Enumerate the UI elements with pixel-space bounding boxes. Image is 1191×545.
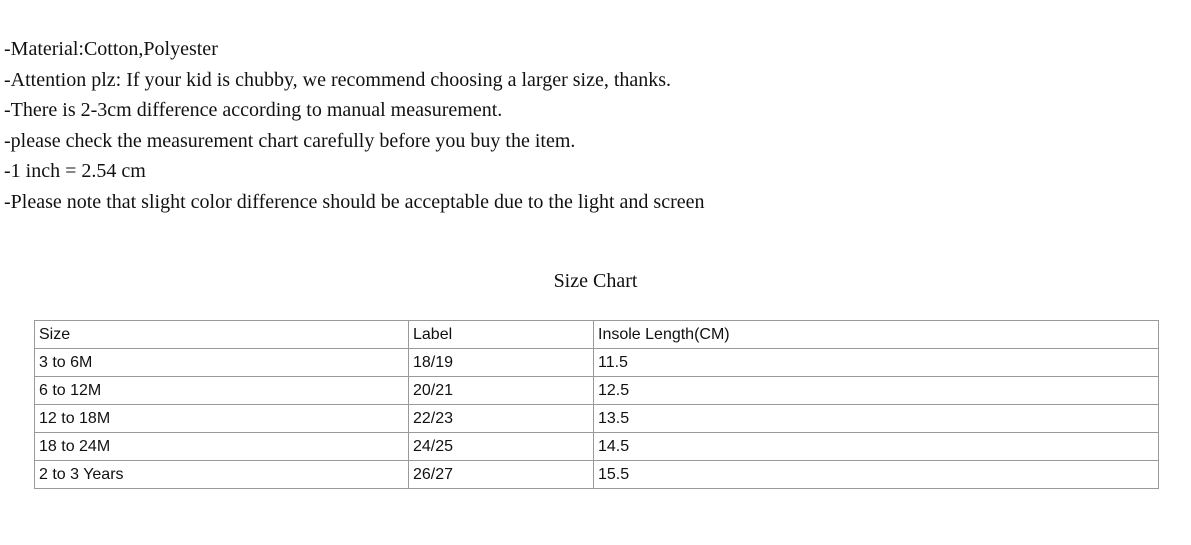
cell-size: 18 to 24M <box>35 433 409 461</box>
size-chart-title: Size Chart <box>553 270 638 292</box>
cell-label: 20/21 <box>409 377 594 405</box>
note-line: -1 inch = 2.54 cm <box>4 160 146 182</box>
table-row <box>35 405 1159 433</box>
cell-insole-length: 15.5 <box>594 461 1159 489</box>
table-header-row <box>35 321 1159 349</box>
size-chart-table <box>34 320 1159 489</box>
note-line: -There is 2-3cm difference according to manual measurement. <box>4 99 503 121</box>
cell-label: 18/19 <box>409 349 594 377</box>
product-notes-list <box>4 34 1104 217</box>
cell-label: 22/23 <box>409 405 594 433</box>
cell-size: 6 to 12M <box>35 377 409 405</box>
note-line: -Material:Cotton,Polyester <box>4 38 218 60</box>
note-line: -please check the measurement chart carefully before you buy the item. <box>4 129 576 152</box>
cell-size: 12 to 18M <box>35 405 409 433</box>
cell-label: 26/27 <box>409 461 594 489</box>
cell-label: 24/25 <box>409 433 594 461</box>
column-header: Label <box>409 321 594 349</box>
table-row <box>35 433 1159 461</box>
cell-size: 3 to 6M <box>35 349 409 377</box>
table-row <box>35 461 1159 489</box>
cell-insole-length: 12.5 <box>594 377 1159 405</box>
column-header: Size <box>35 321 409 349</box>
note-line: -Attention plz: If your kid is chubby, we recommend choosing a larger size, thanks. <box>4 68 672 91</box>
cell-insole-length: 14.5 <box>594 433 1159 461</box>
note-line: -Please note that slight color difference should be acceptable due to the light and screen <box>4 190 705 213</box>
column-header: Insole Length(CM) <box>594 321 1159 349</box>
cell-insole-length: 11.5 <box>594 349 1159 377</box>
size-chart-table-wrapper <box>34 320 1158 489</box>
table-row <box>35 349 1159 377</box>
table-row <box>35 377 1159 405</box>
cell-size: 2 to 3 Years <box>35 461 409 489</box>
cell-insole-length: 13.5 <box>594 405 1159 433</box>
